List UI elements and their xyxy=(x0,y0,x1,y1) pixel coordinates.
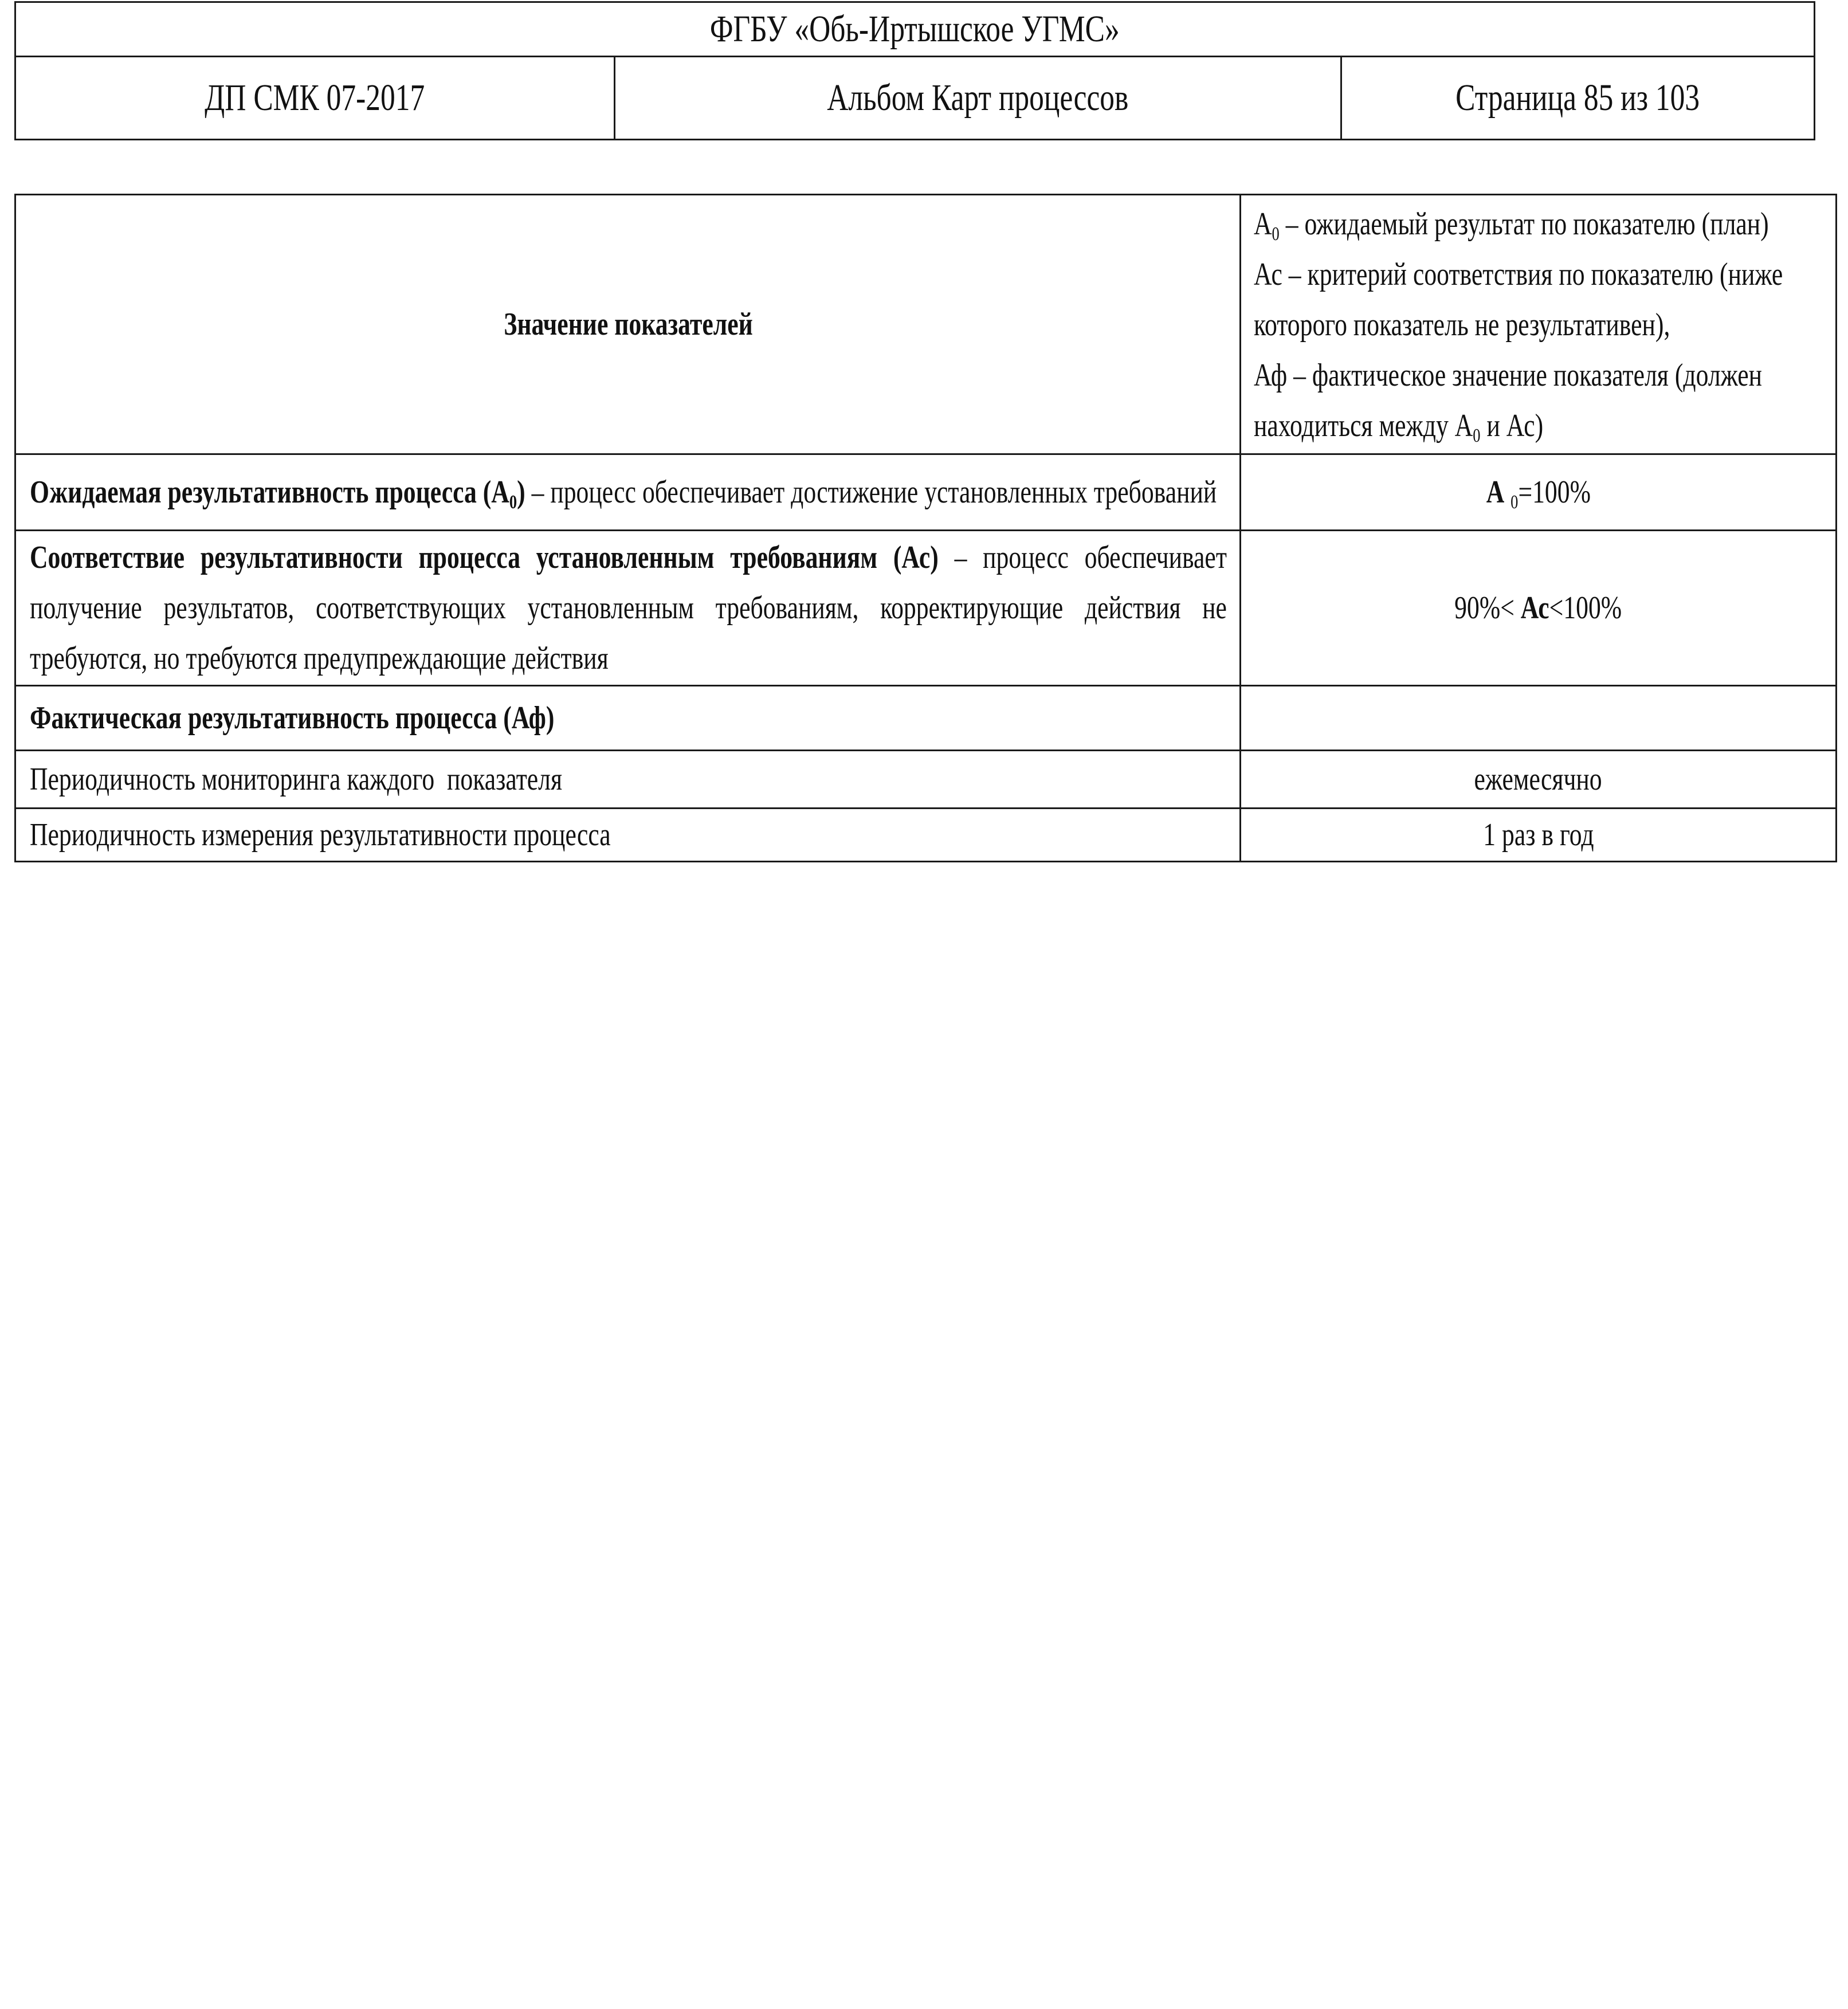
indicators-column-title: Значение показателей xyxy=(504,307,753,342)
table-row xyxy=(15,809,1837,862)
row-value-monitoring: ежемесячно xyxy=(1241,751,1837,809)
doc-code-cell xyxy=(15,57,615,140)
doc-title-cell xyxy=(615,57,1341,140)
organization-name: ФГБУ «Обь-Иртышское УГМС» xyxy=(710,8,1120,50)
table-row xyxy=(15,454,1837,531)
doc-title: Альбом Карт процессов xyxy=(827,77,1129,119)
row-value-expected: А $_0$=100% xyxy=(1241,454,1837,531)
row-label-monitoring: Периодичность мониторинга каждого показателя xyxy=(15,751,1241,809)
row-label-expected: Ожидаемая результативность процесса $(А_0)$ – процесс обеспечивает достижение установленных требований xyxy=(15,454,1241,531)
table-row xyxy=(15,531,1837,686)
indicators-header-row xyxy=(15,195,1837,454)
legend-af: Аф – фактическое значение показателя (должен находиться между $А_0$ и Ас) xyxy=(1254,358,1763,446)
row-label-actual: Фактическая результативность процесса (Аф) xyxy=(15,686,1241,751)
row-label-measurement: Периодичность измерения результативности процесса xyxy=(15,809,1241,862)
header-org-row xyxy=(15,2,1815,57)
row-value-actual xyxy=(1241,686,1837,751)
document-header-table xyxy=(14,1,1815,140)
legend-ac: Ас – критерий соответствия по показателю (ниже которого показатель не результативен), xyxy=(1254,257,1783,343)
doc-code: ДП СМК 07-2017 xyxy=(205,77,425,119)
legend-cell xyxy=(1241,195,1837,454)
table-row xyxy=(15,751,1837,809)
indicators-table xyxy=(14,194,1837,862)
page-info-cell xyxy=(1341,57,1815,140)
page-info: Страница 85 из 103 xyxy=(1455,77,1700,119)
legend-a0: $А_0$ – ожидаемый результат по показателю (план) xyxy=(1254,206,1769,245)
table-row xyxy=(15,686,1837,751)
row-label-conformity: Соответствие результативности процесса установленным требованиям (Ас) – процесс обеспечивает получение результатов, соответствующих установленным требованиям, корректирующие действия не требуются, но требуются предупреждающие действия xyxy=(15,531,1241,686)
header-meta-row xyxy=(15,57,1815,140)
row-value-conformity: 90%< Ас<100% xyxy=(1241,531,1837,686)
indicators-column-title-cell xyxy=(15,195,1241,454)
legend-text xyxy=(1254,199,1823,451)
organization-cell xyxy=(15,2,1815,57)
row-value-measurement: 1 раз в год xyxy=(1241,809,1837,862)
